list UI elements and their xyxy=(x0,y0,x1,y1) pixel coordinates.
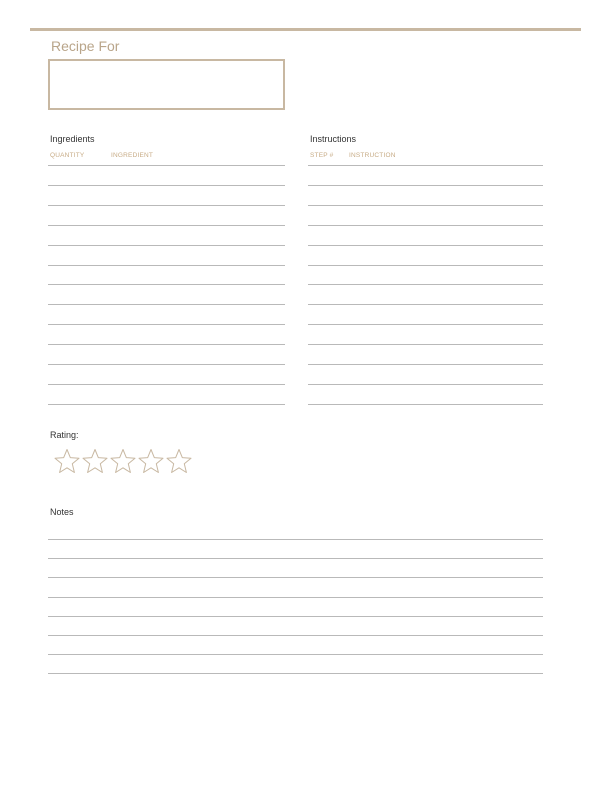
instruction-line[interactable] xyxy=(308,245,543,246)
instruction-line[interactable] xyxy=(308,165,543,166)
notes-heading: Notes xyxy=(50,507,74,517)
notes-line[interactable] xyxy=(48,558,543,559)
ingredient-line[interactable] xyxy=(48,404,285,405)
instruction-line[interactable] xyxy=(308,304,543,305)
ingredient-line[interactable] xyxy=(48,165,285,166)
instruction-line[interactable] xyxy=(308,344,543,345)
ingredient-line[interactable] xyxy=(48,364,285,365)
ingredient-line[interactable] xyxy=(48,344,285,345)
ingredient-line[interactable] xyxy=(48,185,285,186)
top-divider xyxy=(30,28,581,31)
star-outline-icon[interactable] xyxy=(110,447,136,475)
recipe-for-label: Recipe For xyxy=(51,38,120,54)
instructions-heading: Instructions xyxy=(310,134,357,144)
ingredients-heading: Ingredients xyxy=(50,134,95,144)
notes-line[interactable] xyxy=(48,635,543,636)
star-outline-icon[interactable] xyxy=(82,447,108,475)
notes-line[interactable] xyxy=(48,616,543,617)
notes-line[interactable] xyxy=(48,597,543,598)
recipe-name-field[interactable] xyxy=(48,59,285,110)
ingredient-line[interactable] xyxy=(48,284,285,285)
instruction-column-header: INSTRUCTION xyxy=(349,152,396,159)
ingredient-line[interactable] xyxy=(48,265,285,266)
instruction-line[interactable] xyxy=(308,205,543,206)
star-rating[interactable] xyxy=(54,447,192,475)
ingredient-line[interactable] xyxy=(48,225,285,226)
instruction-line[interactable] xyxy=(308,384,543,385)
ingredient-line[interactable] xyxy=(48,205,285,206)
rating-label: Rating: xyxy=(50,430,79,440)
star-outline-icon[interactable] xyxy=(54,447,80,475)
star-outline-icon[interactable] xyxy=(138,447,164,475)
ingredient-line[interactable] xyxy=(48,324,285,325)
step-column-header: STEP # xyxy=(310,152,334,159)
star-outline-icon[interactable] xyxy=(166,447,192,475)
ingredient-line[interactable] xyxy=(48,384,285,385)
ingredient-line[interactable] xyxy=(48,245,285,246)
instruction-line[interactable] xyxy=(308,225,543,226)
ingredient-line[interactable] xyxy=(48,304,285,305)
instruction-line[interactable] xyxy=(308,284,543,285)
instruction-line[interactable] xyxy=(308,364,543,365)
ingredient-column-header: INGREDIENT xyxy=(111,152,154,159)
quantity-column-header: QUANTITY xyxy=(50,152,85,159)
instruction-line[interactable] xyxy=(308,265,543,266)
notes-line[interactable] xyxy=(48,654,543,655)
notes-line[interactable] xyxy=(48,577,543,578)
instruction-line[interactable] xyxy=(308,324,543,325)
instruction-line[interactable] xyxy=(308,185,543,186)
notes-line[interactable] xyxy=(48,673,543,674)
instruction-line[interactable] xyxy=(308,404,543,405)
notes-line[interactable] xyxy=(48,539,543,540)
